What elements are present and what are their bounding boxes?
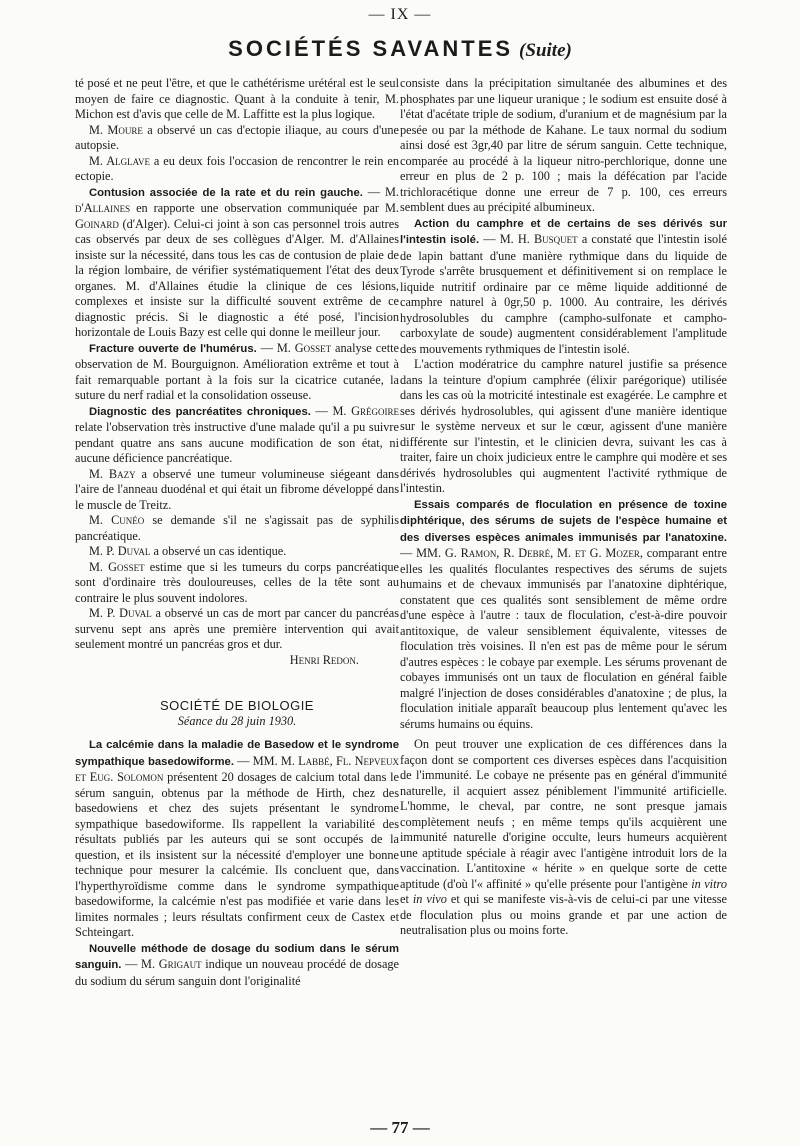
paragraph: La calcémie dans la maladie de Basedow et le syndrome sympathique basedowiforme. — MM. M. Labbé, Fl. Nepveux et Eug. Solomon présentent 20 dosages de calcium total dans le sérum sanguin, obtenus par la méthode de Hirth, chez des basedowiens et chez des sujets présentant le syndrome sympathique basedowiforme. Ils rappellent la variabilité des résultats publiés par les auteurs qui se sont occupés de la question, et ils insistent sur la nécessité d'employer une bonne technique pour mesurer la calcémie. Ils concluent que, dans l'hyperthyroïdisme comme dans le syndrome sympathique basedowiforme, la calcémie n'est pas modifiée et varie dans les limites normales ; leurs résultats confirment ceux de Castex et Schteingart. <box>75 739 399 939</box>
society-heading: SOCIÉTÉ DE BIOLOGIE <box>160 698 314 713</box>
paragraph: M. Cunéo se demande s'il ne s'agissait pas de syphilis pancréatique. <box>75 513 400 543</box>
page-number: — 77 — <box>370 1118 430 1137</box>
paragraph: Essais comparés de floculation en présence de toxine diphtérique, des sérums de sujets de l'espèce humaine et des diverses espèces animales immunisés par l'anatoxine. — MM. G. Ramon, R. Debré, M. et G. Mozer, comparant entre elles les qualités floculantes respectives des sérums de sujets humains et de chevaux immunisés par l'anatoxine diphtérique, constatent que ces qualités sont sensiblement de même ordre d'une espèce à l'autre : taux de floculation, c'est-à-dire pouvoir antitoxique, de valeur sensiblement équivalente, vitesses de floculation très voisines. Il n'en est pas de même pour le sérum d'autres espèces : le cobaye par exemple. Les sérums provenant de cobayes immunisés ont un taux de floculation en général faible malgré l'injection de doses considérables d'anatoxine ; de plus, la floculation initiale apparaît beaucoup plus lentement qu'avec les sérums humains ou équins. <box>400 498 727 731</box>
page-title <box>0 36 800 62</box>
section-title: Fracture ouverte de l'humérus. <box>89 342 257 355</box>
paragraph: Nouvelle méthode de dosage du sodium dans le sérum sanguin. — M. Grigaut indique un nouveau procédé de dosage du sodium du sérum sanguin dont l'originalité <box>75 942 400 988</box>
paragraph: té posé et ne peut l'être, et que le cathétérisme urétéral est le seul moyen de faire ce diagnostic. Quant à la conduite à tenir, M. Michon est d'avis que celle de M. Laffitte est la plus logique. <box>75 76 399 121</box>
paragraph: L'action modératrice du camphre naturel justifie sa présence dans la teinture d'opium camphrée (élixir parégorique) utilisée dans les cas où la motricité intestinale est exagérée. Le camphre et ses dérivés hydrosolubles, qui agissent d'une manière identique sur le système nerveux et sur le cœur, agissent d'une manière différente sur l'intestin, et le clinicien devra, suivant les cas à traiter, faire un choix judicieux entre le camphre qui modère et ses dérivés hydrosolubles qui augmentent l'activité rythmique de l'intestin. <box>400 357 727 495</box>
signature: Henri Redon. <box>289 652 359 667</box>
seance-date: Séance du 28 juin 1930. <box>177 713 297 728</box>
paragraph: M. Moure a observé un cas d'ectopie iliaque, au cours d'une autopsie. <box>75 122 399 152</box>
section-title: Action du camphre et de certains de ses dérivés sur l'intestin isolé. <box>400 217 727 246</box>
title-suite: (Suite) <box>519 40 572 61</box>
paragraph: On peut trouver une explication de ces différences dans la façon dont se comportent ces diverses espèces dans l'acquisition de l'immunité. Le cobaye ne présente pas en général d'immunité naturelle, il acquiert assez péniblement l'immunité artificielle. L'homme, le cheval, par contre, ne sont presque jamais complètement neufs ; en même temps qu'ils acquièrent une immunité naturelle d'origine occulte, leurs humeurs acquièrent une aptitude spéciale à réagir avec l'antigène introduit lors de la vaccination. L'antitoxine « hérite » en quelque sorte de cette aptitude (d'où l'« affinité » qu'elle présente pour l'antigène in vitro et in vivo et qui se manifeste vis-à-vis de celui-ci par une vitesse de floculation plus ou moins grande et par une action de neutralisation plus ou moins forte. <box>400 737 728 937</box>
paragraph: M. Alglave a eu deux fois l'occasion de rencontrer le rein en ectopie. <box>75 153 399 183</box>
paragraph: Diagnostic des pancréatites chroniques. — M. Grégoire relate l'observation très instructive d'une malade qu'il a pu suivre pendant quatre ans sans aucune modification de son état, ni aucune déficience pancréatique. <box>75 403 400 465</box>
left-column <box>75 76 399 989</box>
title-text: SOCIÉTÉS SAVANTES <box>228 36 514 61</box>
paragraph: M. P. Duval a observé un cas de mort par cancer du pancréas survenu sept ans après une première intervention qui avait seulement montré un pancréas gros et dur. <box>75 606 399 651</box>
section-title: Nouvelle méthode de dosage du sodium dans le sérum sanguin. <box>75 942 399 971</box>
paragraph: M. P. Duval a observé un cas identique. <box>89 544 287 558</box>
paragraph: Action du camphre et de certains de ses dérivés sur l'intestin isolé. — M. H. Busquet a constaté que l'intestin isolé de lapin battant d'une manière rythmique dans du liquide de Tyrode s'arrête brusquement et définitivement si on remplace le liquide nutritif ordinaire par ce même liquide additionné de camphre naturel à 0gr,50 p. 1000. Au contraire, les dérivés hydrosolubles du camphre (campho-sulfonate et campho-carboxylate de soude) augmentent considérablement l'amplitude des mouvements rythmiques de l'intestin isolé. <box>400 217 727 356</box>
section-title: La calcémie dans la maladie de Basedow et le syndrome sympathique basedowiforme. <box>75 739 399 768</box>
right-column <box>400 76 727 939</box>
section-title: Essais comparés de floculation en présence de toxine diphtérique, des sérums de sujets de l'espèce humaine et des diverses espèces animales immunisés par l'anatoxine. <box>400 498 727 544</box>
paragraph: M. Gosset estime que si les tumeurs du corps pancréatique sont d'ordinaire très douloureuses, celles de la tête sont au contraire le plus souvent indolores. <box>75 559 400 605</box>
section-title: Contusion associée de la rate et du rein gauche. <box>89 186 363 199</box>
section-title: Diagnostic des pancréatites chroniques. <box>89 405 311 418</box>
paragraph: Contusion associée de la rate et du rein gauche. — M. d'Allaines en rapporte une observation communiquée par M. Goinard (d'Alger). Celui-ci joint à son cas personnel trois autres cas observés par deux de ses collègues d'Alger. M. d'Allaines insiste sur la nécessité, dans tous les cas de contusion de plaie de la région lombaire, de vérifier systématiquement l'état des deux organes. M. d'Allaines étudie la clinique de ces lésions, complexes et insiste sur la difficulté souvent extrême de ce diagnostic précis. Si le diagnostic a été posé, l'incision horizontale de Louis Bazy est celle qui donne le meilleur jour. <box>75 184 399 339</box>
paragraph: consiste dans la précipitation simultanée des albumines et des phosphates par une liqueur uranique ; le sodium est ensuite dosé à l'état d'acétate triple de sodium, d'uranium et de magnésium par la pesée ou par la méthode de Kahane. Le taux normal du sodium ainsi dosé est 3gr,40 par litre de sérum sanguin. Cette technique, comparée au procédé à la liqueur nitro-perchlorique, donne une erreur en plus de 2 p. 100 ; mais la défécation par l'acide trichloracétique donne une erreur de 7 p. 100, ces erreurs semblent dues au précipité albumineux. <box>400 76 727 214</box>
paragraph: Fracture ouverte de l'humérus. — M. Gosset analyse cette observation de M. Bourguignon. Amélioration extrême et tout à fait remarquable portant à la fois sur la cicatrice cutanée, la suture du nerf radial et la consolidation osseuse. <box>75 340 399 402</box>
paragraph: M. Bazy a observé une tumeur volumineuse siégeant dans l'aire de l'anneau duodénal et qui était un fibrome développé dans le muscle de Treitz. <box>75 466 399 512</box>
roman-page-number: — IX — <box>368 6 432 23</box>
